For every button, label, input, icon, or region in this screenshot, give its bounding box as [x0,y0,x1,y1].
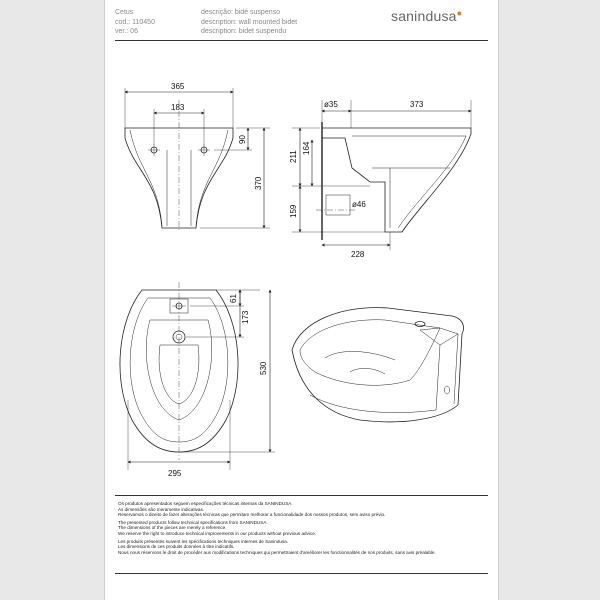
product-code: cod.: 110450 [115,18,155,26]
dim-label-228: 228 [351,250,365,259]
dim-label-d35: ø35 [324,100,338,109]
dim-label-373: 373 [410,100,424,109]
side-view-outline [322,128,471,232]
fixing-hole-right-icon [198,144,210,156]
dim-label-365: 365 [171,82,185,91]
dim-label-164: 164 [302,141,311,155]
brand-dot-icon: ● [456,8,463,18]
note-line: As dimensões são meramente indicativas. [118,506,205,512]
note-line: The presented products follow technical specifications from SANINDUSA. [118,519,268,525]
dim-label-90: 90 [238,135,247,144]
dim-label-295: 295 [168,469,182,478]
brand-name: sanindusa [391,8,457,24]
dim-label-173: 173 [241,310,250,324]
description-pt: descrição: bidé suspenso [201,9,280,16]
dim-label-d46: ø46 [352,200,366,209]
dim-label-530: 530 [259,361,268,375]
product-version: ver.: 06 [115,28,138,35]
dim-label-183: 183 [171,103,185,112]
dim-label-159: 159 [289,204,298,218]
perspective-view [292,308,464,422]
note-line: Os produtos apresentados seguem especificações técnicas internas da SANINDUSA. [118,501,293,506]
perspective-tap-hole-icon [415,322,425,327]
note-line: The dimensions of the pieces are merely a reference. [118,525,227,531]
description-fr: description: bidet suspendu [201,28,287,35]
plan-view [120,282,275,470]
front-view [125,88,270,232]
dim-label-61: 61 [229,294,238,303]
side-view [292,100,471,250]
dim-label-370: 370 [254,176,263,190]
dim-label-211: 211 [289,150,298,163]
waste-outlet [326,195,350,215]
description-en: description: wall mounted bidet [201,18,298,26]
note-line: Les produits présentés suivent les spécifications techniques internes de Sanindusa. [118,538,289,544]
note-line: Les dimensions de ces produits données à titre indicatifs. [118,544,235,550]
fixing-hole-left-icon [148,144,160,156]
side-view-bowl-rim [352,136,466,228]
product-name: Cetus [115,9,134,16]
perspective-bowl [300,320,440,386]
perspective-outline [292,308,464,422]
note-line: Reservamos o direito de fazer alterações técnicas que permitam melhorar a funcionalidade dos nossos produtos, sem aviso prévio. [118,512,386,518]
perspective-fixing-hole-icon [445,386,450,394]
note-line: Nous nous réservons le droit de procéder aux modifications techniques qui permettraient d'améliorer les fonctionnalités de nos produits, sans avis préalable. [118,549,436,555]
note-line: We reserve the right to introduce technical improvements in our products without previous advice. [118,530,317,536]
